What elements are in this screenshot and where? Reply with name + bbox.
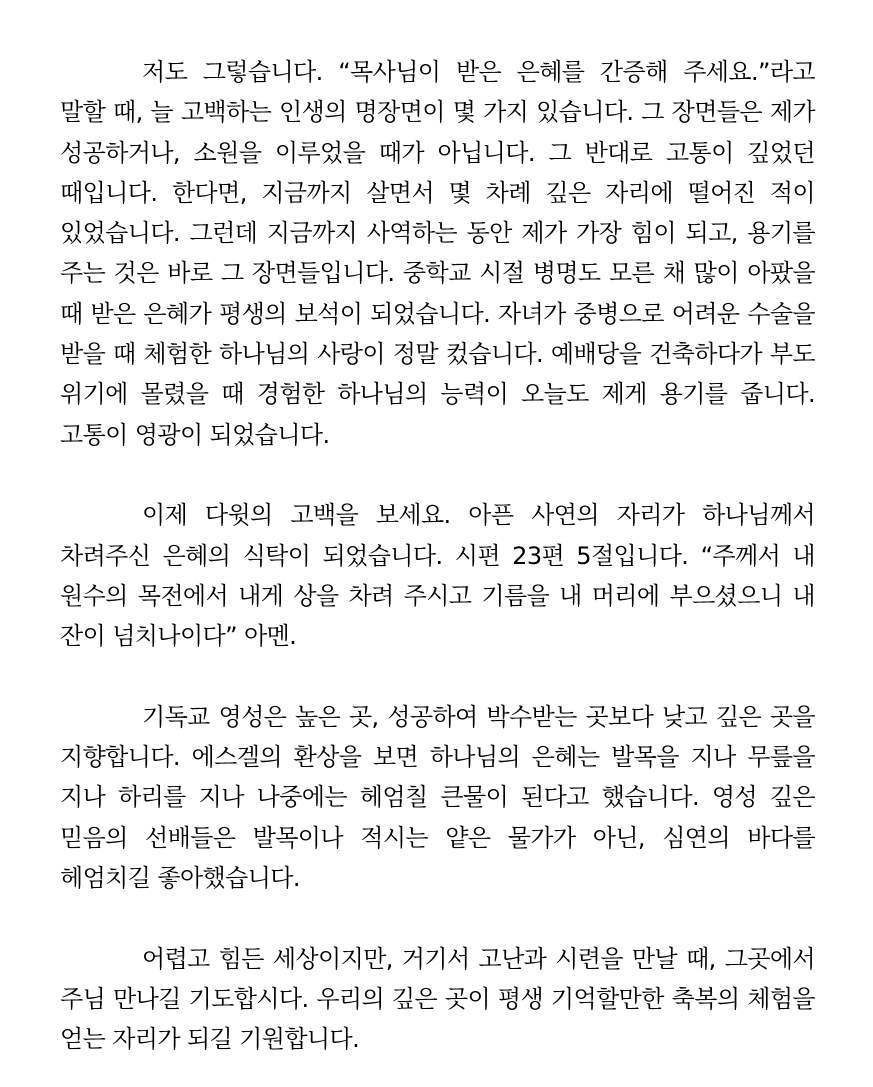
paragraph-3: 기독교 영성은 높은 곳, 성공하여 박수받는 곳보다 낮고 깊은 곳을 지향합니다. 에스겔의 환상을 보면 하나님의 은혜는 발목을 지나 무릎을 지나 하리를 지나 나중에는 헤엄칠 큰물이 된다고 했습니다. 영성 깊은 믿음의 선배들은 발목이나 적시는 얕은 물가가 아닌, 심연의 바다를 헤엄치길 좋아했습니다. <box>60 702 815 892</box>
paragraph-4: 어렵고 힘든 세상이지만, 거기서 고난과 시련을 만날 때, 그곳에서 주님 만나길 기도합시다. 우리의 깊은 곳이 평생 기억할만한 축복의 체험을 얻는 자리가 되길 기원합니다. <box>60 944 815 1054</box>
document-body <box>60 52 815 1059</box>
paragraph-1: 저도 그렇습니다. “목사님이 받은 은혜를 간증해 주세요.”라고 말할 때, 늘 고백하는 인생의 명장면이 몇 가지 있습니다. 그 장면들은 제가 성공하거나, 소원을 이루었을 때가 아닙니다. 그 반대로 고통이 깊었던 때입니다. 한다면, 지금까지 살면서 몇 차례 깊은 자리에 떨어진 적이 있었습니다. 그런데 지금까지 사역하는 동안 제가 가장 힘이 되고, 용기를 주는 것은 바로 그 장면들입니다. 중학교 시절 병명도 모른 채 많이 아팠을 때 받은 은혜가 평생의 보석이 되었습니다. 자녀가 중병으로 어려운 수술을 받을 때 체험한 하나님의 사랑이 정말 컸습니다. 예배당을 건축하다가 부도 위기에 몰렸을 때 경험한 하나님의 능력이 오늘도 제게 용기를 줍니다. 고통이 영광이 되었습니다. <box>60 58 815 449</box>
paragraph-2: 이제 다윗의 고백을 보세요. 아픈 사연의 자리가 하나님께서 차려주신 은혜의 식탁이 되었습니다. 시편 23편 5절입니다. “주께서 내 원수의 목전에서 내게 상을 차려 주시고 기름을 내 머리에 부으셨으니 내 잔이 넘치나이다” 아멘. <box>60 501 815 651</box>
